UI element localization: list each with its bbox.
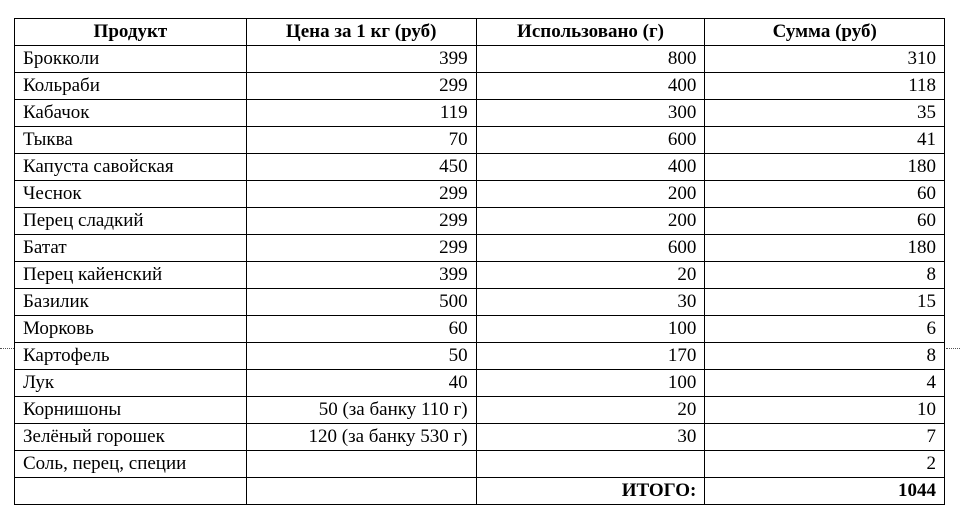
table-row (15, 370, 945, 397)
cell-price: 299 (246, 73, 476, 100)
cell-product: Базилик (15, 289, 247, 316)
header-sum: Сумма (руб) (705, 19, 945, 46)
cell-price: 450 (246, 154, 476, 181)
cell-product: Зелёный горошек (15, 424, 247, 451)
cell-price: 399 (246, 46, 476, 73)
cell-price: 299 (246, 181, 476, 208)
table-row (15, 100, 945, 127)
cell-product: Капуста савойская (15, 154, 247, 181)
table-row (15, 451, 945, 478)
header-price: Цена за 1 кг (руб) (246, 19, 476, 46)
cell-product: Кольраби (15, 73, 247, 100)
total-empty-1 (15, 478, 247, 505)
table-row (15, 181, 945, 208)
table-row (15, 127, 945, 154)
cell-used: 600 (476, 127, 705, 154)
grocery-cost-table (14, 18, 945, 505)
cell-used: 100 (476, 316, 705, 343)
total-label: ИТОГО: (476, 478, 705, 505)
cell-product: Чеснок (15, 181, 247, 208)
cell-sum: 4 (705, 370, 945, 397)
cell-price: 50 (246, 343, 476, 370)
cell-sum: 180 (705, 154, 945, 181)
cell-sum: 8 (705, 262, 945, 289)
table-row (15, 154, 945, 181)
cell-sum: 8 (705, 343, 945, 370)
cell-price: 120 (за банку 530 г) (246, 424, 476, 451)
cell-price (246, 451, 476, 478)
cell-price: 500 (246, 289, 476, 316)
cell-sum: 60 (705, 181, 945, 208)
table-row (15, 235, 945, 262)
cell-used: 200 (476, 208, 705, 235)
total-value: 1044 (705, 478, 945, 505)
table-row (15, 397, 945, 424)
cell-sum: 35 (705, 100, 945, 127)
cell-product: Морковь (15, 316, 247, 343)
header-used: Использовано (г) (476, 19, 705, 46)
table-row (15, 343, 945, 370)
cell-used: 200 (476, 181, 705, 208)
cell-product: Батат (15, 235, 247, 262)
cell-product: Корнишоны (15, 397, 247, 424)
cell-product: Лук (15, 370, 247, 397)
cell-used (476, 451, 705, 478)
cell-sum: 10 (705, 397, 945, 424)
cell-used: 400 (476, 154, 705, 181)
cell-sum: 7 (705, 424, 945, 451)
cell-sum: 118 (705, 73, 945, 100)
cell-product: Тыква (15, 127, 247, 154)
cell-price: 299 (246, 235, 476, 262)
cell-sum: 41 (705, 127, 945, 154)
table-row (15, 262, 945, 289)
total-row (15, 478, 945, 505)
cell-sum: 60 (705, 208, 945, 235)
cell-product: Картофель (15, 343, 247, 370)
table-row (15, 316, 945, 343)
table-row (15, 289, 945, 316)
header-row (15, 19, 945, 46)
cell-sum: 310 (705, 46, 945, 73)
cell-product: Перец сладкий (15, 208, 247, 235)
cell-product: Соль, перец, специи (15, 451, 247, 478)
cell-used: 20 (476, 397, 705, 424)
cell-product: Брокколи (15, 46, 247, 73)
cell-sum: 180 (705, 235, 945, 262)
table-row (15, 73, 945, 100)
cell-product: Перец кайенский (15, 262, 247, 289)
cell-price: 299 (246, 208, 476, 235)
cell-price: 399 (246, 262, 476, 289)
table-row (15, 46, 945, 73)
cell-used: 170 (476, 343, 705, 370)
page-break-marker-left (0, 348, 14, 349)
cell-used: 800 (476, 46, 705, 73)
cell-used: 100 (476, 370, 705, 397)
header-product: Продукт (15, 19, 247, 46)
total-empty-2 (246, 478, 476, 505)
cell-used: 30 (476, 289, 705, 316)
cell-sum: 15 (705, 289, 945, 316)
cell-sum: 6 (705, 316, 945, 343)
page-break-marker-right (946, 348, 960, 349)
cell-used: 30 (476, 424, 705, 451)
cell-used: 600 (476, 235, 705, 262)
cell-price: 60 (246, 316, 476, 343)
cell-used: 300 (476, 100, 705, 127)
cell-price: 40 (246, 370, 476, 397)
cell-price: 50 (за банку 110 г) (246, 397, 476, 424)
table-row (15, 424, 945, 451)
cell-sum: 2 (705, 451, 945, 478)
cell-used: 20 (476, 262, 705, 289)
table-row (15, 208, 945, 235)
cell-used: 400 (476, 73, 705, 100)
cell-product: Кабачок (15, 100, 247, 127)
cell-price: 119 (246, 100, 476, 127)
cell-price: 70 (246, 127, 476, 154)
